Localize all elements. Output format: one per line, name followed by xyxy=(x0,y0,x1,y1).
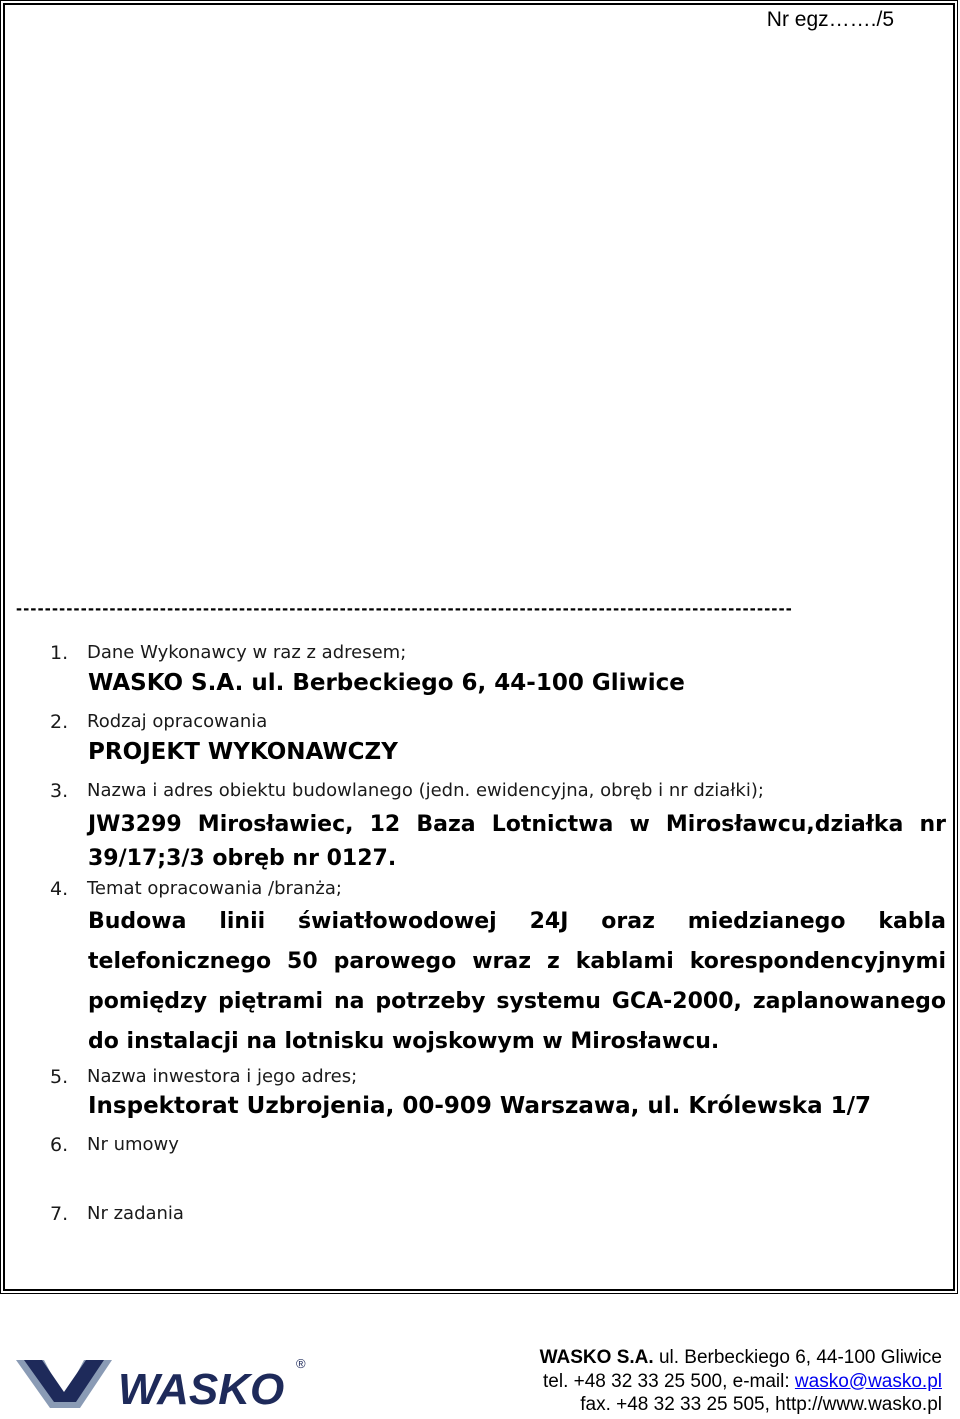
footer-fax-line: fax. +48 32 33 25 505, http://www.wasko.pl xyxy=(580,1394,942,1415)
item-number: 2. xyxy=(50,711,69,733)
item-label: Temat opracowania /branża; xyxy=(87,878,342,899)
copy-number: Nr egz……./5 xyxy=(766,8,894,31)
item-number: 4. xyxy=(50,878,69,900)
item-label: Nr zadania xyxy=(87,1203,184,1224)
item-number: 1. xyxy=(50,642,69,664)
footer-email-link[interactable]: wasko@wasko.pl xyxy=(794,1370,942,1392)
footer-tel: tel. +48 32 33 25 500, e-mail: xyxy=(543,1370,795,1392)
item-number: 3. xyxy=(50,780,69,802)
contractor-value: WASKO S.A. ul. Berbeckiego 6, 44-100 Gliwice xyxy=(88,670,685,696)
item-label: Rodzaj opracowania xyxy=(87,711,268,732)
item-number: 5. xyxy=(50,1066,69,1088)
item-label: Dane Wykonawcy w raz z adresem; xyxy=(87,642,407,663)
building-site-value: JW3299 Mirosławiec, 12 Baza Lotnictwa w Mirosławcu,działka nr 39/17;3/3 obręb nr 0127. xyxy=(88,812,946,871)
investor-value: Inspektorat Uzbrojenia, 00-909 Warszawa, ul. Królewska 1/7 xyxy=(88,1093,872,1119)
logo-text: WASKO xyxy=(118,1365,285,1412)
footer-contact xyxy=(502,1346,942,1417)
wasko-logo xyxy=(14,1352,314,1412)
document-type-value: PROJEKT WYKONAWCZY xyxy=(88,739,398,765)
footer-address: ul. Berbeckiego 6, 44-100 Gliwice xyxy=(653,1347,942,1368)
footer-tel-line xyxy=(502,1370,942,1394)
item-label: Nazwa i adres obiektu budowlanego (jedn. ewidencyjna, obręb i nr działki); xyxy=(87,780,764,801)
item-label: Nr umowy xyxy=(87,1134,179,1155)
footer-company: WASKO S.A. xyxy=(539,1347,654,1368)
separator-line: ------------------------------------------------------------------------------------------------------------ xyxy=(16,598,793,618)
subject-value: Budowa linii światłowodowej 24J oraz miedzianego kabla telefonicznego 50 parowego wraz z kablami korespondencyjnymi pomiędzy piętrami na potrzeby systemu GCA-2000, zaplanowanego do instalacji na lotnisku wojskowym w Mirosławcu. xyxy=(88,909,946,1054)
item-label: Nazwa inwestora i jego adres; xyxy=(87,1066,358,1087)
footer-address-line xyxy=(502,1346,942,1370)
logo-registered-mark: ® xyxy=(296,1356,306,1371)
item-number: 6. xyxy=(50,1134,69,1156)
item-number: 7. xyxy=(50,1203,69,1225)
